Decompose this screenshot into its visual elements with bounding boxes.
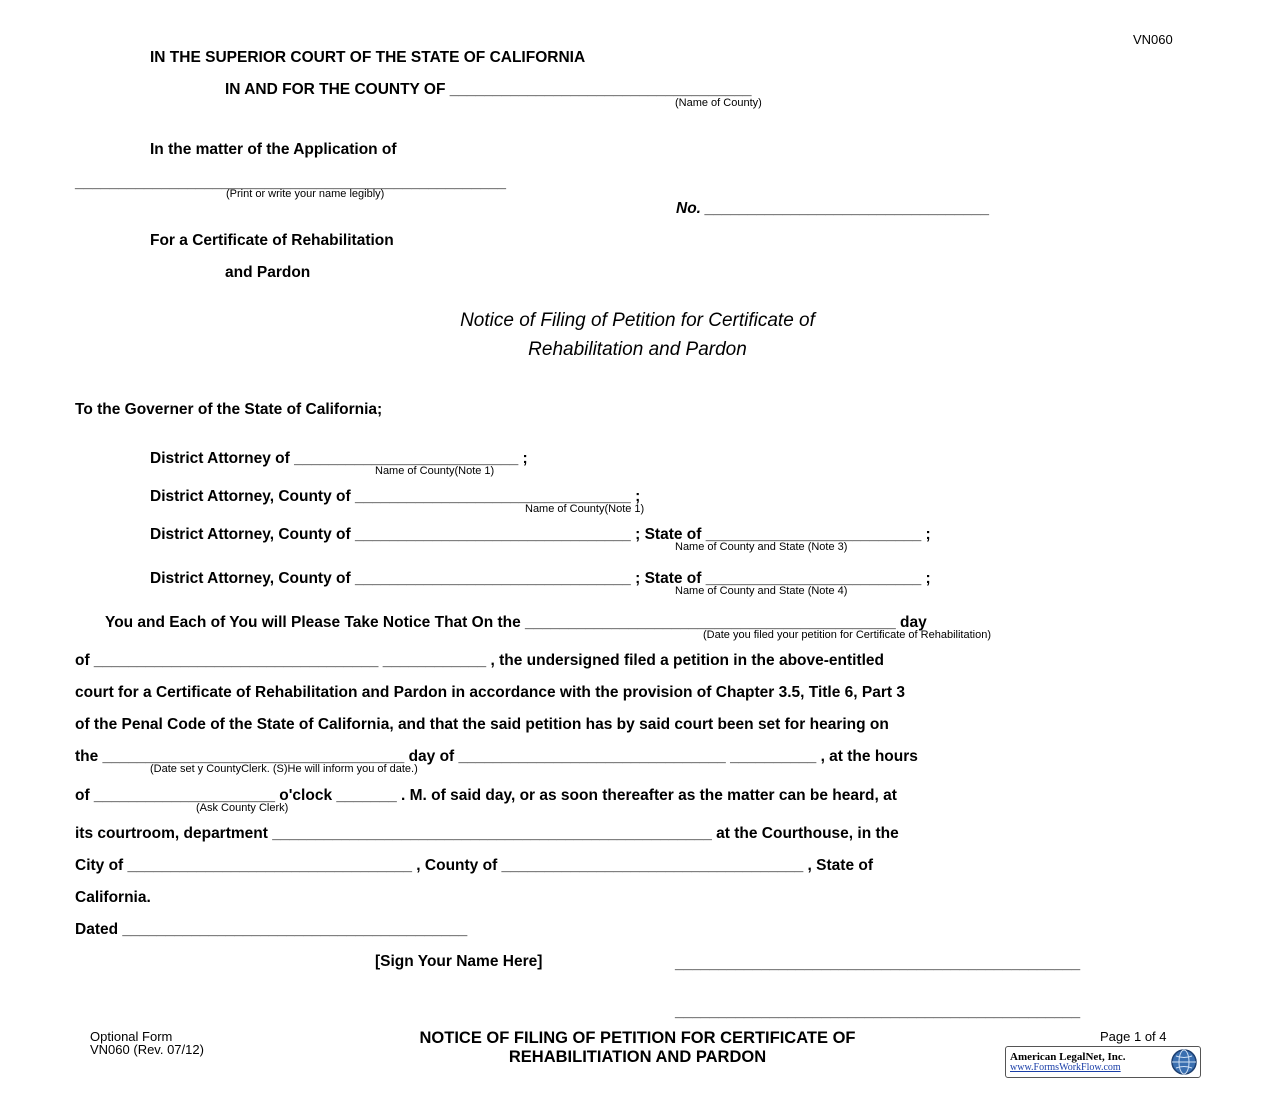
notice-paragraph-line9: California. bbox=[75, 889, 151, 906]
footer-revision: VN060 (Rev. 07/12) bbox=[90, 1042, 204, 1057]
case-number: No. _________________________________ bbox=[676, 200, 990, 217]
district-attorney-4: District Attorney, County of ________________________________ ; State of _________________________ ; bbox=[150, 570, 931, 587]
signature-line: _______________________________________________ bbox=[675, 955, 1081, 972]
footer-title-line2: REHABILITIATION AND PARDON bbox=[508, 1048, 767, 1066]
district-attorney-3-hint: Name of County and State (Note 3) bbox=[675, 541, 848, 553]
certificate-line: For a Certificate of Rehabilitation bbox=[150, 232, 394, 249]
notice-paragraph-line1: You and Each of You will Please Take Notice That On the ___________________________________________ day bbox=[105, 614, 927, 631]
notice-paragraph-line6: of _____________________ o'clock _______ . M. of said day, or as soon thereafter as the matter can be heard, at bbox=[75, 787, 897, 804]
notice-paragraph-line4: of the Penal Code of the State of California, and that the said petition has by said court been set for hearing on bbox=[75, 716, 889, 733]
dated-line: Dated ________________________________________ bbox=[75, 921, 468, 938]
logo-url-link[interactable]: www.FormsWorkFlow.com bbox=[1010, 1062, 1121, 1073]
notice-title-line2: Rehabilitation and Pardon bbox=[528, 339, 747, 360]
applicant-name-blank: __________________________________________________ bbox=[75, 174, 507, 191]
district-attorney-1-hint: Name of County(Note 1) bbox=[375, 465, 495, 477]
form-code: VN060 bbox=[1133, 32, 1173, 47]
sign-name-label: [Sign Your Name Here] bbox=[375, 953, 543, 970]
notice-paragraph-line3: court for a Certificate of Rehabilitation and Pardon in accordance with the provision of Chapter 3.5, Title 6, Part 3 bbox=[75, 684, 905, 701]
matter-line: In the matter of the Application of bbox=[150, 141, 397, 158]
hearing-time-hint: (Ask County Clerk) bbox=[196, 802, 289, 814]
district-attorney-4-hint: Name of County and State (Note 4) bbox=[675, 585, 848, 597]
district-attorney-2: District Attorney, County of ________________________________ ; bbox=[150, 488, 641, 505]
district-attorney-2-hint: Name of County(Note 1) bbox=[525, 503, 645, 515]
page-number: Page 1 of 4 bbox=[1100, 1029, 1167, 1044]
forms-workflow-logo[interactable] bbox=[1005, 1046, 1201, 1078]
district-attorney-3: District Attorney, County of ________________________________ ; State of _________________________ ; bbox=[150, 526, 931, 543]
pardon-line: and Pardon bbox=[225, 264, 311, 281]
address-line: To the Governer of the State of California; bbox=[75, 401, 383, 418]
notice-title-line1: Notice of Filing of Petition for Certificate of bbox=[460, 310, 815, 331]
logo-company-name: American LegalNet, Inc. bbox=[1010, 1051, 1126, 1063]
notice-paragraph-line8: City of _________________________________ , County of ___________________________________ , State of bbox=[75, 857, 874, 874]
filed-date-hint: (Date you filed your petition for Certificate of Rehabilitation) bbox=[703, 629, 991, 641]
globe-icon bbox=[1170, 1048, 1198, 1076]
applicant-name-hint: (Print or write your name legibly) bbox=[226, 188, 385, 200]
notice-paragraph-line2: of _________________________________ ____________ , the undersigned filed a petition in the above-entitled bbox=[75, 652, 885, 669]
hearing-date-hint: (Date set y CountyClerk. (S)He will inform you of date.) bbox=[150, 763, 418, 775]
footer-optional-form: Optional Form bbox=[90, 1029, 173, 1044]
notice-paragraph-line7: its courtroom, department ___________________________________________________ at the Courthouse, in the bbox=[75, 825, 899, 842]
printed-name-line: _______________________________________________ bbox=[675, 1003, 1081, 1020]
footer-title-line1: NOTICE OF FILING OF PETITION FOR CERTIFICATE OF bbox=[419, 1029, 856, 1047]
court-heading: IN THE SUPERIOR COURT OF THE STATE OF CALIFORNIA bbox=[150, 49, 586, 66]
county-heading: IN AND FOR THE COUNTY OF ___________________________________ bbox=[225, 81, 752, 98]
notice-paragraph-line5: the ___________________________________ day of _______________________________ __________ , at the hours bbox=[75, 748, 918, 765]
district-attorney-1: District Attorney of __________________________ ; bbox=[150, 450, 528, 467]
county-hint: (Name of County) bbox=[675, 97, 762, 109]
